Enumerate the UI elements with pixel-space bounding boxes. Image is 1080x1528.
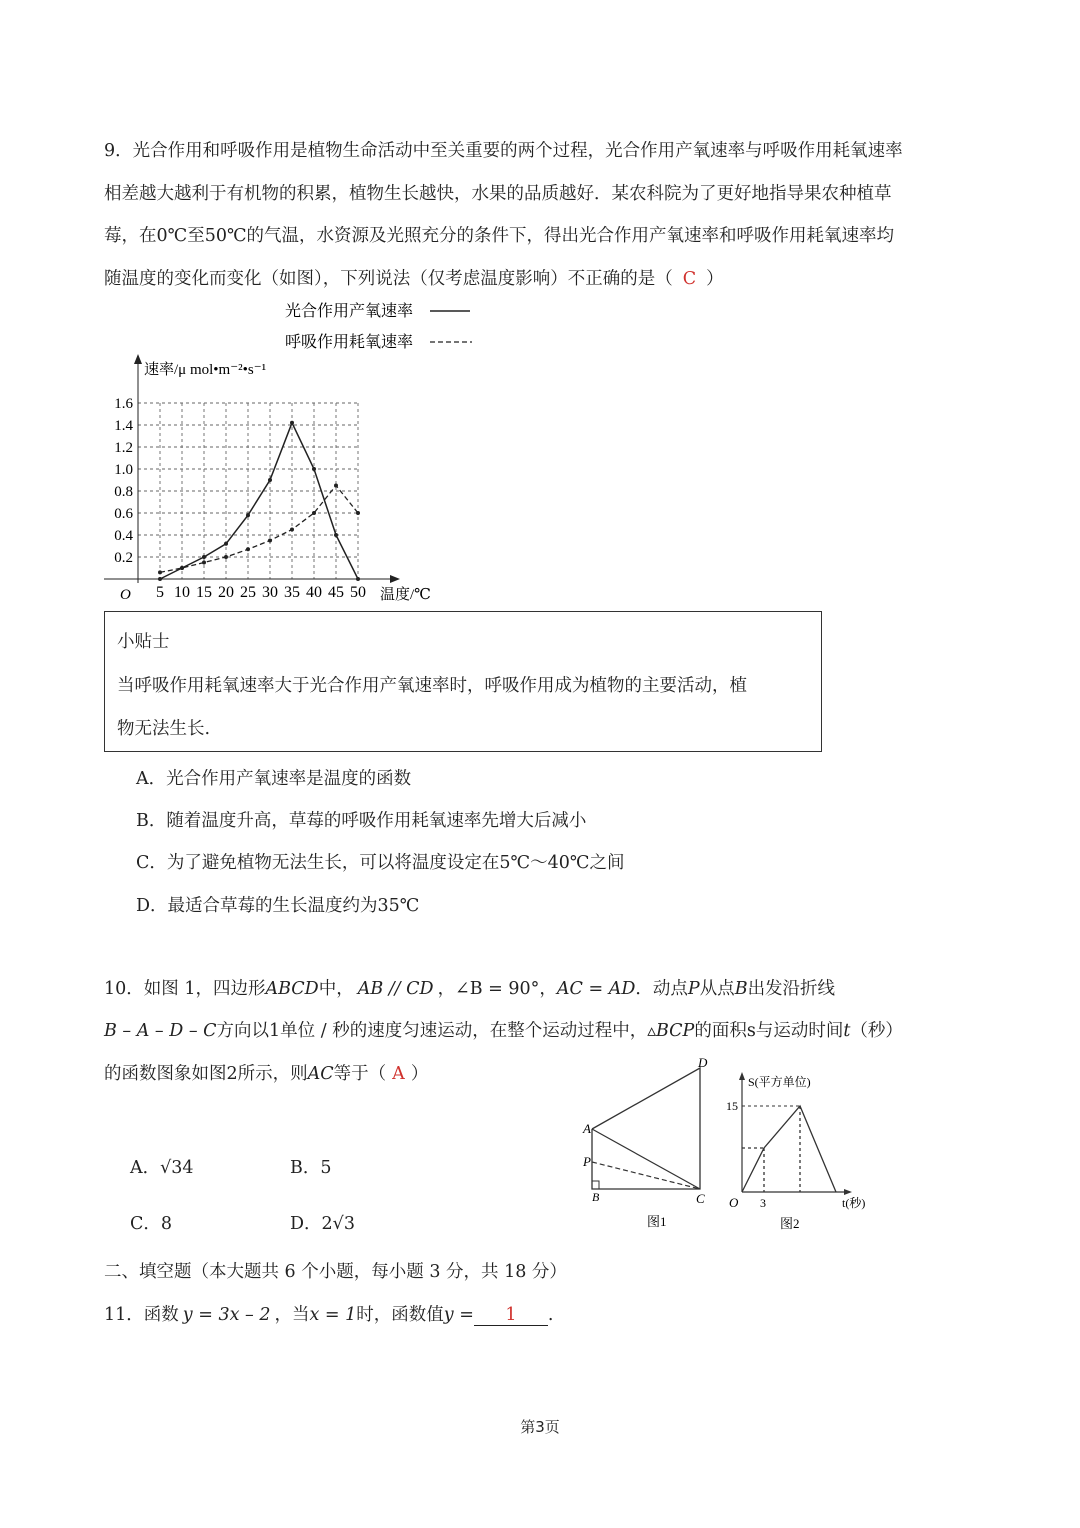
x-axis-arrow [390,575,400,583]
page-number: 第3页 [520,1418,560,1436]
q9-chart [100,296,600,606]
q10-text: 的面积s与运动时间 [694,1021,844,1041]
label-b: B [592,1190,600,1204]
y-tick-label: 0.2 [114,550,133,566]
y-tick-label: 0.4 [114,528,133,544]
series-photosynthesis-point [312,467,316,471]
q9-option-c: C．为了避免植物无法生长，可以将温度设定在5℃～40℃之间 [136,853,625,873]
series-respiration-point [334,484,338,488]
series-photosynthesis-line [160,423,358,579]
q11-math: y = [443,1305,474,1325]
fig2-xtick: 3 [760,1196,766,1210]
q10-math: B [734,979,748,999]
fig2-ylabel: S(平方单位) [748,1075,811,1089]
series-respiration-point [158,570,162,574]
q11-math: y = 3x – 2 [182,1305,271,1325]
q10-math: P [687,979,700,999]
legend-photosynthesis-label: 光合作用产氧速率 [285,303,414,320]
q10-math: ABCD [265,979,319,999]
q10-figure-1 [580,1056,720,1236]
q10-text: 等于（ [333,1064,387,1084]
q9-line-3: 莓，在0℃至50℃的气温，水资源及光照充分的条件下，得出光合作用产氧速率和呼吸作用耗氧速率均 [104,226,895,246]
y-axis-label: 速率/μ mol•m⁻²•s⁻¹ [144,362,267,378]
q10-math: AC = AD [556,979,636,999]
diag-ac [592,1129,700,1189]
q10-option-b: B．5 [290,1158,332,1178]
y-tick-label: 0.6 [114,506,133,522]
origin-label: O [120,587,131,603]
series-photosynthesis-point [290,421,294,425]
q11-text: 11．函数 [104,1305,179,1325]
x-axis-label: 温度/℃ [380,587,431,603]
fig2-y-arrow [739,1072,745,1080]
x-tick-label: 30 [262,584,278,601]
tip-line-2: 物无法生长. [117,719,211,739]
q11-text: ，当 [274,1305,310,1325]
q10-math: AC [307,1064,334,1084]
q10-text: 10．如图 1，四边形 [104,979,266,999]
x-tick-label: 45 [328,584,344,601]
fig2-graph [742,1106,836,1192]
quad-outline [592,1068,700,1189]
fig2-x-arrow [844,1189,852,1195]
fig1-caption: 图1 [647,1214,667,1229]
q11-text: . [547,1305,554,1325]
series-respiration-point [246,547,250,551]
q10-text: 的函数图象如图2所示，则 [104,1064,308,1084]
series-photosynthesis-point [202,555,206,559]
q10-figure-2 [720,1064,880,1244]
q10-text: ．动点 [635,979,688,999]
label-p: P [583,1154,591,1169]
q10-line-3 [104,1062,428,1086]
series-respiration-point [224,555,228,559]
series-respiration-point [268,539,272,543]
series-photosynthesis-point [246,513,250,517]
q10-line-1 [104,977,835,1001]
right-angle-mark [592,1181,599,1189]
q9-stem-end: 随温度的变化而变化（如图），下列说法（仅考虑温度影响）不正确的是（ [104,269,673,289]
q10-text: （秒） [850,1021,903,1041]
x-tick-label: 50 [350,584,366,601]
q9-close-paren: ） [706,269,724,289]
plot-area [104,354,400,601]
q10-math: ▵BCP [647,1021,695,1041]
y-tick-label: 1.6 [114,396,133,412]
y-tick-label: 1.2 [114,440,133,456]
y-tick-label: 1.0 [114,462,133,478]
y-tick-label: 0.8 [114,484,133,500]
q10-close-paren: ） [410,1064,429,1084]
series-photosynthesis-point [356,577,360,581]
q10-math: B – A – D – C [104,1021,217,1041]
label-d: D [698,1056,708,1070]
q10-line-2 [104,1019,903,1043]
x-tick-label: 20 [218,584,234,601]
q10-text: 从点 [699,979,735,999]
q9-option-a: A．光合作用产氧速率是温度的函数 [136,769,412,789]
q9-option-d: D．最适合草莓的生长温度约为35℃ [136,896,420,916]
label-c: C [696,1191,705,1206]
x-tick-label: 35 [284,584,300,601]
section-2-heading: 二、填空题（本大题共 6 个小题，每小题 3 分，共 18 分） [104,1262,567,1282]
q10-math: t [843,1021,851,1041]
q9-line-1: 9．光合作用和呼吸作用是植物生命活动中至关重要的两个过程，光合作用产氧速率与呼吸作用耗氧速率 [104,141,903,161]
q9-option-b: B．随着温度升高，草莓的呼吸作用耗氧速率先增大后减小 [136,811,587,831]
segment-pc [592,1162,700,1189]
y-tick-label: 1.4 [114,418,133,434]
series-respiration-point [356,511,360,515]
series-respiration-point [202,561,206,565]
q10-text: ，∠B = 90°， [437,979,557,999]
series-photosynthesis-point [268,478,272,482]
q10-answer: A [392,1064,405,1084]
q9-line-2: 相差越大越利于有机物的积累，植物生长越快，水果的品质越好．某农科院为了更好地指导果农种植草 [104,184,892,204]
q11-answer-blank: 1 [474,1305,548,1326]
q10-text: 方向以1单位 / 秒的速度匀速运动，在整个运动过程中， [216,1021,648,1041]
q10-option-a: A．√34 [130,1158,194,1178]
q10-option-d: D．2√3 [290,1214,355,1234]
q10-text: 出发沿折线 [747,979,836,999]
q9-line-4 [104,267,724,291]
q9-answer: C [682,269,697,289]
q11-math: x = 1 [309,1305,357,1325]
x-tick-label: 15 [196,584,212,601]
series-respiration-point [180,566,184,570]
q11-line [104,1303,553,1327]
label-a: A [583,1121,591,1136]
tip-line-1: 当呼吸作用耗氧速率大于光合作用产氧速率时，呼吸作用成为植物的主要活动，植 [117,676,747,696]
x-tick-label: 40 [306,584,322,601]
fig2-caption: 图2 [780,1216,800,1231]
fig2-xlabel: t(秒) [842,1196,866,1210]
q10-math: AB // CD [357,979,434,999]
series-photosynthesis-point [334,533,338,537]
x-tick-label: 5 [156,584,164,601]
q11-text: 时，函数值 [356,1305,444,1325]
y-axis-arrow [134,354,142,364]
legend-respiration-label: 呼吸作用耗氧速率 [285,334,414,351]
q10-text: 中， [318,979,354,999]
series-respiration-point [312,511,316,515]
series-respiration-point [290,528,294,532]
q10-option-c: C．8 [130,1214,173,1234]
x-tick-label: 10 [174,584,190,601]
tip-box [104,611,822,752]
series-photosynthesis-point [224,542,228,546]
series-photosynthesis-point [158,577,162,581]
fig2-origin: O [729,1195,739,1210]
x-tick-label: 25 [240,584,256,601]
tip-title: 小贴士 [117,632,170,652]
fig2-ytick: 15 [726,1099,738,1113]
